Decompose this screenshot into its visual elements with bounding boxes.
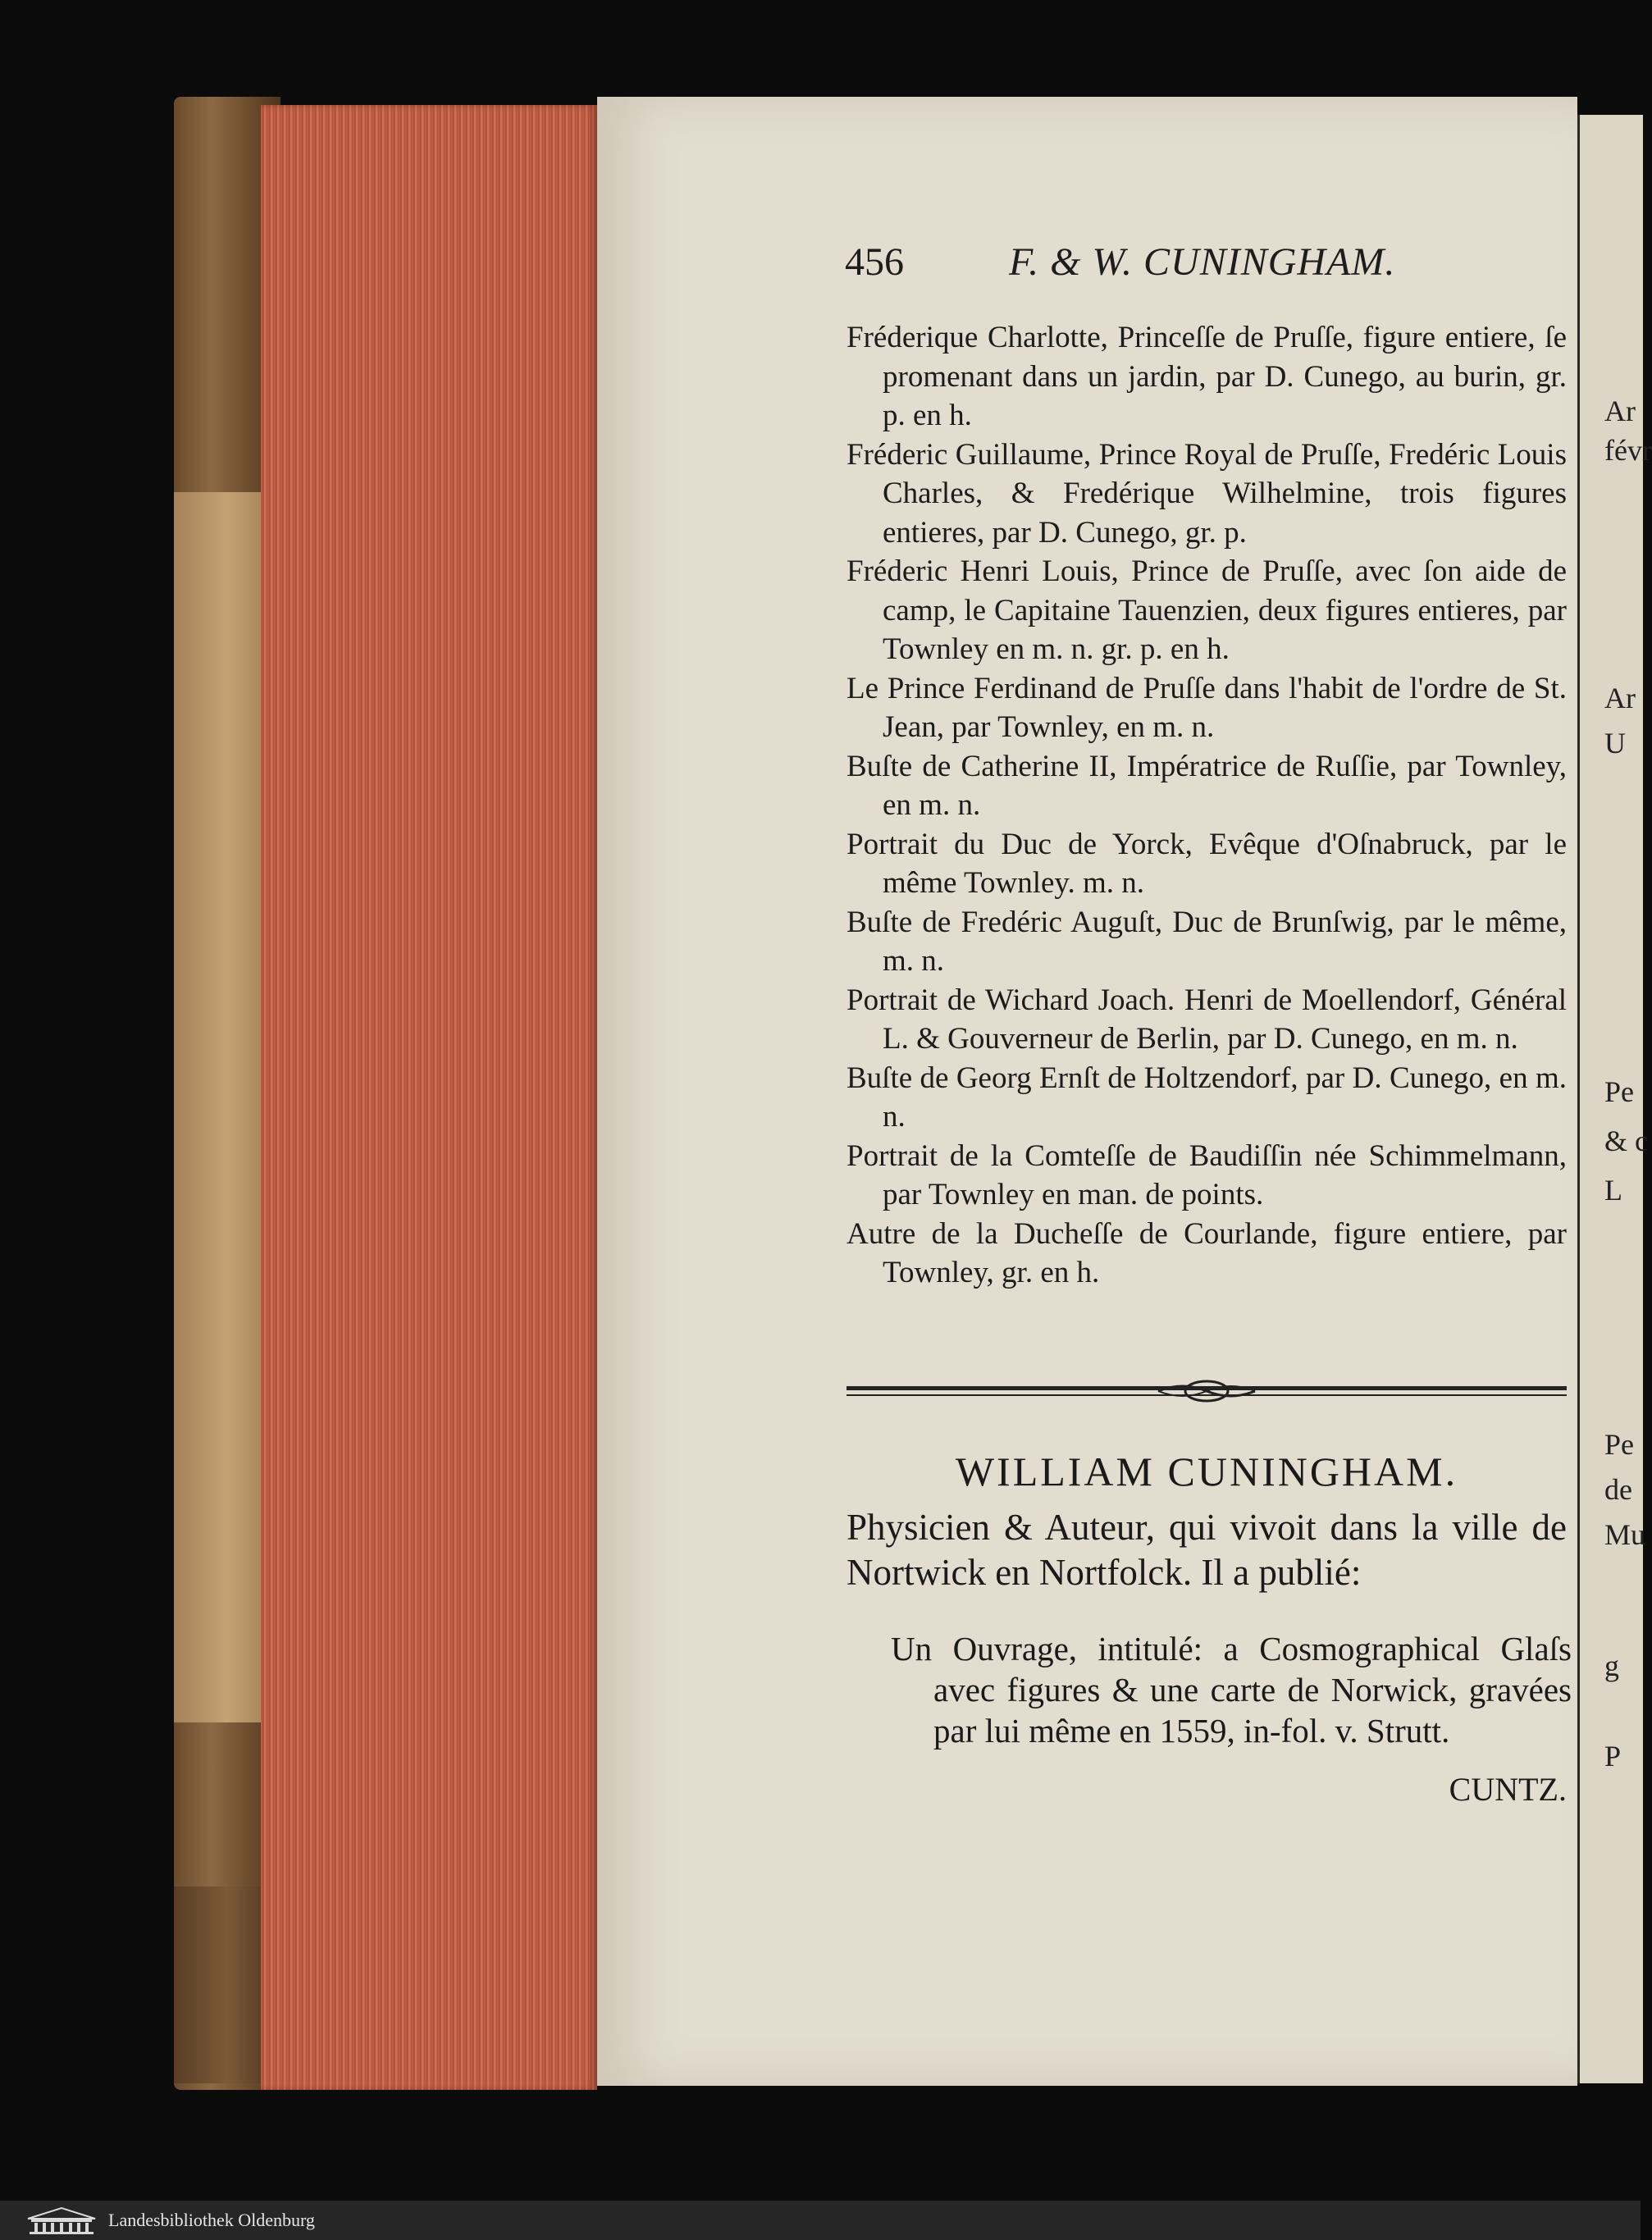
entry-text: Fréderique Charlotte, Princeſſe de Pruſſe, figure entiere, ſe promenant dans un jardin, par D. Cunego, au burin, gr. p. en h.	[847, 321, 1567, 432]
facing-fragment: U	[1604, 727, 1626, 760]
page-block-edge	[261, 105, 597, 2090]
facing-fragment: L	[1604, 1174, 1622, 1207]
facing-fragment: Ar	[1604, 682, 1636, 714]
entry-text: Buſte de Fredéric Auguſt, Duc de Brunſwig, par le même, m. n.	[847, 905, 1567, 978]
facing-fragment: févr	[1604, 434, 1652, 467]
facing-fragment: Pe	[1604, 1075, 1634, 1108]
works-list	[891, 1628, 1572, 1751]
section-title: WILLIAM CUNINGHAM.	[955, 1448, 1458, 1494]
entry-text: Le Prince Ferdinand de Pruſſe dans l'habit de l'ordre de St. Jean, par Townley, en m. n.	[847, 671, 1567, 744]
entry-text: Buſte de Catherine II, Impératrice de Ruſſie, par Townley, en m. n.	[847, 749, 1567, 822]
facing-fragment: & c	[1604, 1125, 1648, 1157]
list-item	[847, 436, 1567, 553]
running-title: F. & W. CUNINGHAM.	[1009, 240, 1396, 284]
facing-fragment: Ar	[1604, 395, 1636, 427]
list-item	[847, 903, 1567, 981]
entry-text: Autre de la Ducheſſe de Courlande, figure entiere, par Townley, gr. en h.	[847, 1216, 1567, 1289]
entry-text: Fréderic Henri Louis, Prince de Pruſſe, avec ſon aide de camp, le Capitaine Tauenzien, deux figures entieres, par Townley en m. n. gr. p. en h.	[847, 554, 1567, 666]
list-item	[847, 981, 1567, 1059]
page-header	[845, 240, 1460, 285]
entry-text: Portrait du Duc de Yorck, Evêque d'Oſnabruck, par le même Townley. m. n.	[847, 827, 1567, 900]
list-item	[847, 552, 1567, 669]
footer-bar	[0, 2201, 1641, 2240]
facing-fragment: de	[1604, 1473, 1632, 1506]
list-item	[847, 1137, 1567, 1215]
list-item: Un Ouvrage, intitulé: a Cosmographical Glaſs avec figures & une carte de Norwick, gravées par lui même en 1559, in-fol. v. Strutt.	[891, 1630, 1572, 1750]
facing-fragment: P	[1604, 1740, 1622, 1772]
list-item	[847, 318, 1567, 436]
facing-fragment: Mu	[1604, 1518, 1646, 1551]
page-number: 456	[845, 240, 904, 284]
facing-page	[1577, 115, 1652, 2083]
entry-list	[847, 318, 1567, 1293]
list-item	[847, 747, 1567, 825]
footer-institution: Landesbibliothek Oldenburg	[108, 2210, 315, 2230]
entry-text: Buſte de Georg Ernſt de Holtzendorf, par D. Cunego, en m. n.	[847, 1061, 1567, 1134]
facing-fragment: g	[1604, 1649, 1619, 1682]
entry-text: Fréderic Guillaume, Prince Royal de Pruſſe, Fredéric Louis Charles, & Fredérique Wilhelmine, trois figures entieres, par D. Cunego, gr. p.	[847, 437, 1567, 550]
catchword: CUNTZ.	[1449, 1771, 1567, 1808]
library-building-icon	[25, 2206, 98, 2235]
entry-text: Portrait de Wichard Joach. Henri de Moellendorf, Général L. & Gouverneur de Berlin, par D. Cunego, en m. n.	[847, 983, 1567, 1056]
list-item	[847, 669, 1567, 747]
list-item	[847, 1059, 1567, 1137]
list-item	[847, 825, 1567, 903]
facing-fragment: Pe	[1604, 1428, 1634, 1461]
list-item	[847, 1215, 1567, 1293]
entry-text: Portrait de la Comteſſe de Baudiſſin née Schimmelmann, par Townley en man. de points.	[847, 1138, 1567, 1211]
decorative-rule	[847, 1378, 1567, 1407]
section-intro: Physicien & Auteur, qui vivoit dans la ville de Nortwick en Nortfolck. Il a publié:	[847, 1507, 1567, 1593]
